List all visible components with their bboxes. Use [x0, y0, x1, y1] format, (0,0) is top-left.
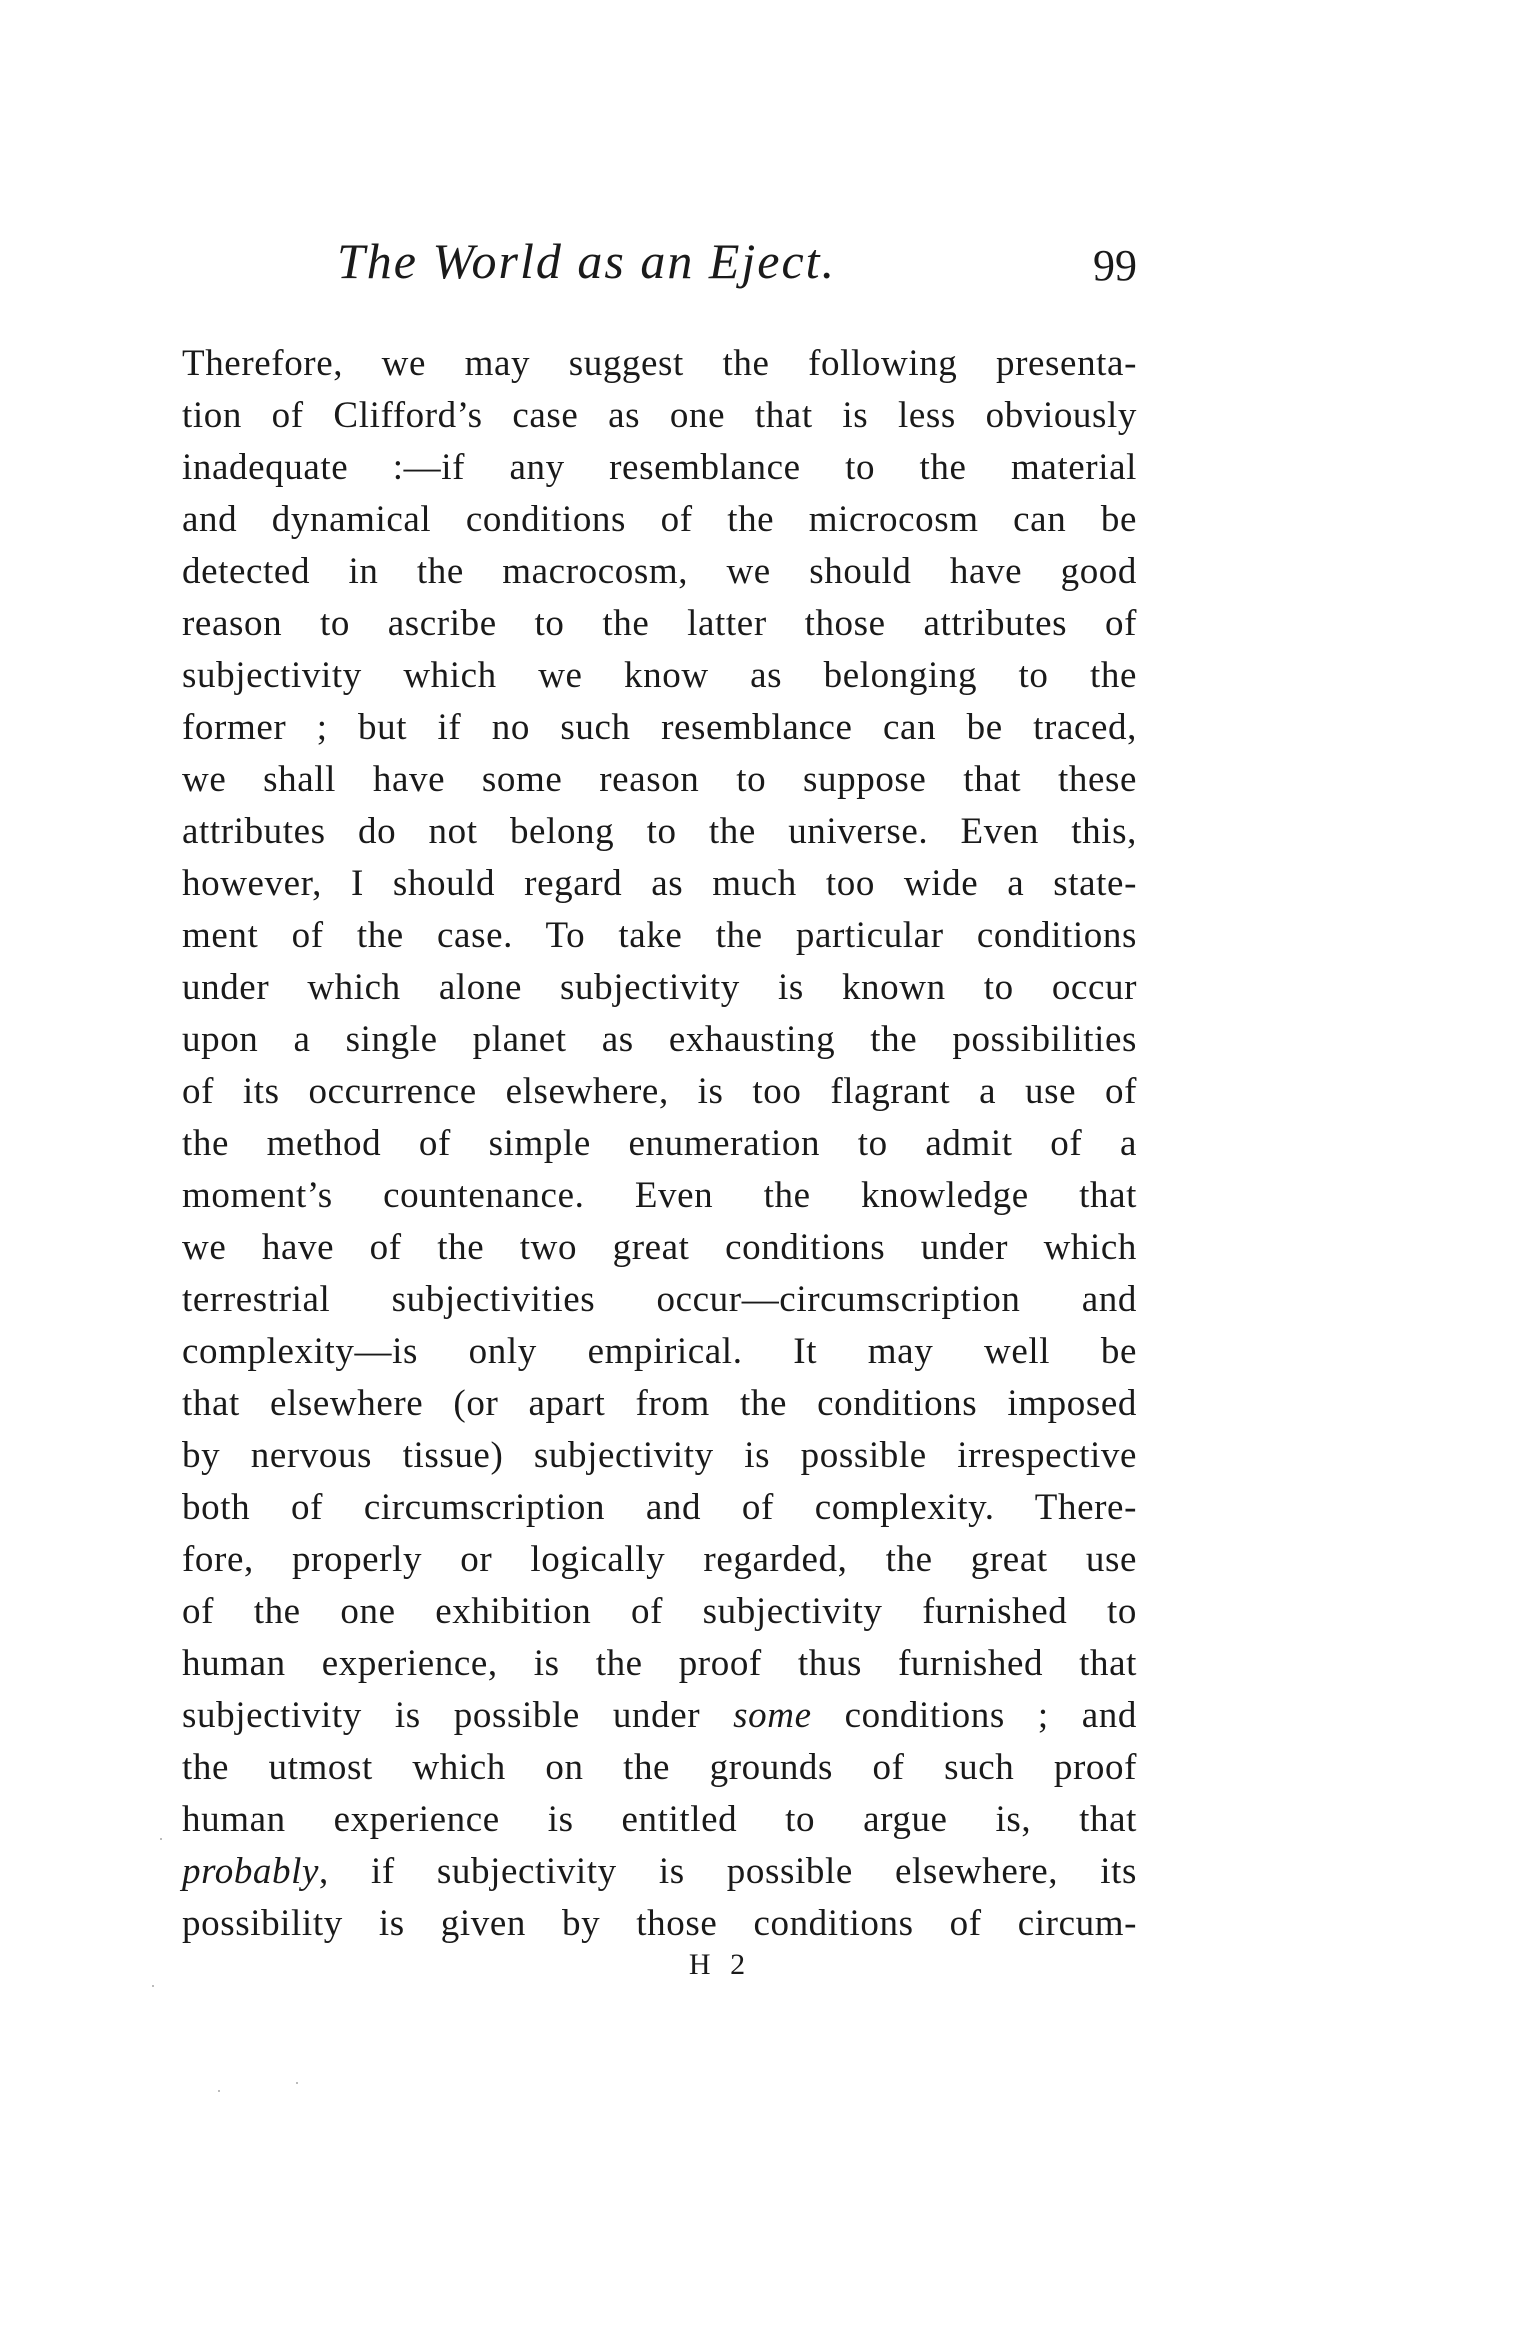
print-speck [218, 2090, 220, 2092]
page-number: 99 [1093, 241, 1137, 290]
text-line: ment of the case. To take the particular conditions [182, 915, 1137, 956]
text-line: that elsewhere (or apart from the conditions imposed [182, 1383, 1137, 1424]
text-line: subjectivity which we know as belonging to the [182, 655, 1137, 696]
text-line: the method of simple enumeration to admit of a [182, 1123, 1137, 1164]
text-line: complexity—is only empirical. It may well be [182, 1331, 1137, 1372]
text-line: upon a single planet as exhausting the possibilities [182, 1019, 1137, 1060]
text-line: terrestrial subjectivities occur—circumscription and [182, 1279, 1137, 1320]
text-line: by nervous tissue) subjectivity is possible irrespective [182, 1435, 1137, 1476]
page-header [182, 232, 1137, 302]
text-line-emphasis [182, 1846, 1137, 1898]
text-line: of the one exhibition of subjectivity furnished to [182, 1591, 1137, 1632]
text-line: and dynamical conditions of the microcosm can be [182, 499, 1137, 540]
text-line: inadequate :—if any resemblance to the material [182, 447, 1137, 488]
emphasis-probably: probably [182, 1851, 320, 1892]
text-line-emphasis [182, 1690, 1137, 1742]
text-segment: subjectivity is possible under [182, 1695, 734, 1736]
text-line: under which alone subjectivity is known to occur [182, 967, 1137, 1008]
text-line: fore, properly or logically regarded, the great use [182, 1539, 1137, 1580]
emphasis-some: some [733, 1695, 812, 1736]
print-speck [152, 1985, 154, 1987]
signature-mark [0, 1948, 1520, 1982]
signature-mark-text: H 2 [688, 1948, 752, 1981]
body-text [182, 338, 1137, 1950]
text-line: we have of the two great conditions under which [182, 1227, 1137, 1268]
text-line: tion of Clifford’s case as one that is less obviously [182, 395, 1137, 436]
text-line: possibility is given by those conditions of circum- [182, 1903, 1137, 1944]
text-line: Therefore, we may suggest the following presenta- [182, 343, 1137, 384]
text-line: reason to ascribe to the latter those attributes of [182, 603, 1137, 644]
text-line: detected in the macrocosm, we should have good [182, 551, 1137, 592]
text-segment: conditions ; and [811, 1695, 1137, 1736]
print-speck [160, 1838, 162, 1840]
text-line: former ; but if no such resemblance can be traced, [182, 707, 1137, 748]
running-title: The World as an Eject. [337, 233, 837, 289]
text-line: human experience, is the proof thus furnished that [182, 1643, 1137, 1684]
text-segment: , if subjectivity is possible elsewhere, its [319, 1851, 1137, 1892]
text-line: we shall have some reason to suppose that these [182, 759, 1137, 800]
text-line: however, I should regard as much too wide a state- [182, 863, 1137, 904]
text-line: human experience is entitled to argue is, that [182, 1799, 1137, 1840]
text-line: both of circumscription and of complexity. There- [182, 1487, 1137, 1528]
text-line: moment’s countenance. Even the knowledge that [182, 1175, 1137, 1216]
print-speck [296, 2082, 298, 2084]
text-line: attributes do not belong to the universe. Even this, [182, 811, 1137, 852]
text-line: the utmost which on the grounds of such proof [182, 1747, 1137, 1788]
text-line: of its occurrence elsewhere, is too flagrant a use of [182, 1071, 1137, 1112]
